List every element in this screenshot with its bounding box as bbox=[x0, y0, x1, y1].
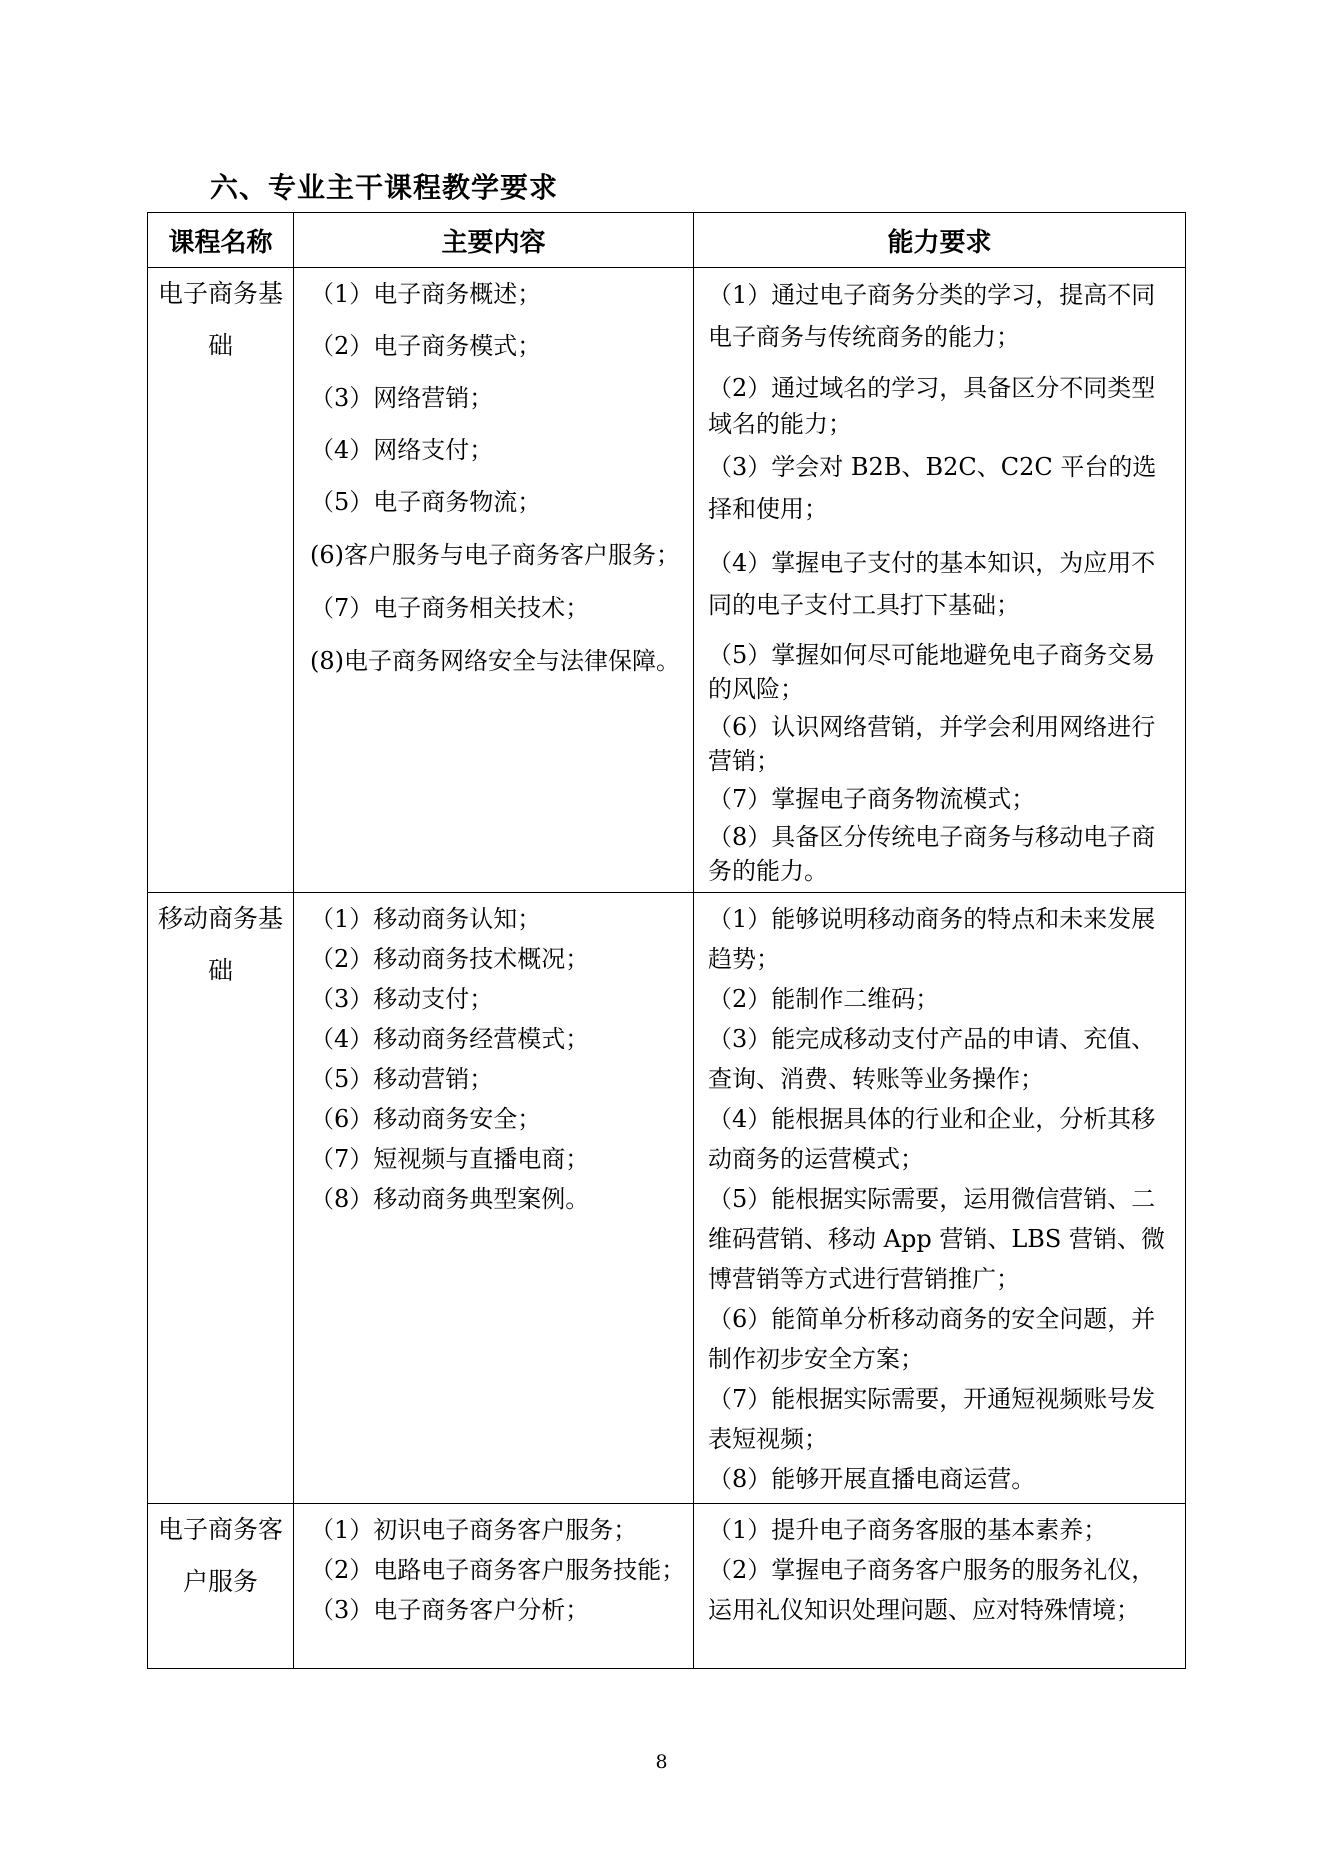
content-item: （2）电路电子商务客户服务技能； bbox=[310, 1556, 686, 1584]
content-item: （7）短视频与直播电商； bbox=[310, 1145, 590, 1173]
ability-item: （4）能根据具体的行业和企业，分析其移动商务的运营模式； bbox=[708, 1105, 1156, 1173]
section-heading: 六、专业主干课程教学要求 bbox=[210, 171, 559, 204]
ability-item: （5）掌握如何尽可能地避免电子商务交易的风险； bbox=[708, 641, 1156, 703]
content-item: （5）移动营销； bbox=[310, 1065, 494, 1093]
ability-item: （3）学会对 B2B、B2C、C2C 平台的选择和使用； bbox=[708, 453, 1157, 523]
content-item: （3）移动支付； bbox=[310, 985, 494, 1013]
content-item: （3）电子商务客户分析； bbox=[310, 1596, 590, 1624]
ability-item: （6）能简单分析移动商务的安全问题，并制作初步安全方案； bbox=[708, 1305, 1156, 1373]
course-name-cell: 电子商务客户服务 bbox=[148, 1504, 294, 1669]
table-row bbox=[148, 268, 1186, 893]
ability-item: （8）具备区分传统电子商务与移动电子商务的能力。 bbox=[708, 823, 1156, 885]
ability-item: （8）能够开展直播电商运营。 bbox=[708, 1465, 1036, 1493]
page-number: 8 bbox=[655, 1751, 668, 1773]
ability-item: （2）通过域名的学习，具备区分不同类型域名的能力； bbox=[708, 374, 1156, 438]
table-row bbox=[148, 1504, 1186, 1669]
course-name-cell: 电子商务基础 bbox=[148, 268, 294, 893]
ability-item: （7）掌握电子商务物流模式； bbox=[708, 785, 1036, 813]
ability-item: （3）能完成移动支付产品的申请、充值、查询、消费、转账等业务操作； bbox=[708, 1025, 1156, 1093]
content-item: （1）初识电子商务客户服务； bbox=[310, 1516, 638, 1544]
content-cell bbox=[294, 1504, 694, 1669]
ability-item: （5）能根据实际需要，运用微信营销、二维码营销、移动 App 营销、LBS 营销、微博营销等方式进行营销推广； bbox=[708, 1185, 1165, 1293]
header-main-content: 主要内容 bbox=[294, 213, 694, 268]
ability-item: （2）掌握电子商务客户服务的服务礼仪，运用礼仪知识处理问题、应对特殊情境； bbox=[708, 1556, 1156, 1624]
content-item: （8）移动商务典型案例。 bbox=[310, 1185, 590, 1213]
content-item: (8)电子商务网络安全与法律保障。 bbox=[310, 647, 680, 675]
content-item: （2）移动商务技术概况； bbox=[310, 945, 590, 973]
ability-item: （1）提升电子商务客服的基本素养； bbox=[708, 1516, 1108, 1544]
ability-item: （2）能制作二维码； bbox=[708, 985, 940, 1013]
content-item: （1）移动商务认知； bbox=[310, 905, 542, 933]
ability-item: （1）能够说明移动商务的特点和未来发展趋势； bbox=[708, 905, 1156, 973]
content-item: （7）电子商务相关技术； bbox=[310, 594, 590, 622]
content-item: （3）网络营销； bbox=[310, 384, 494, 412]
ability-cell bbox=[694, 268, 1186, 893]
content-item: (6)客户服务与电子商务客户服务； bbox=[310, 541, 680, 569]
table-row bbox=[148, 893, 1186, 1504]
content-item: （2）电子商务模式； bbox=[310, 332, 542, 360]
ability-item: （7）能根据实际需要，开通短视频账号发表短视频； bbox=[708, 1385, 1156, 1453]
content-item: （1）电子商务概述； bbox=[310, 280, 542, 308]
header-course-name: 课程名称 bbox=[148, 213, 294, 268]
content-item: （5）电子商务物流； bbox=[310, 488, 542, 516]
content-cell bbox=[294, 893, 694, 1504]
content-item: （6）移动商务安全； bbox=[310, 1105, 542, 1133]
header-ability-requirements: 能力要求 bbox=[694, 213, 1186, 268]
ability-cell bbox=[694, 1504, 1186, 1669]
ability-item: （4）掌握电子支付的基本知识，为应用不同的电子支付工具打下基础； bbox=[708, 549, 1156, 619]
table-header-row bbox=[148, 213, 1186, 268]
ability-item: （1）通过电子商务分类的学习，提高不同电子商务与传统商务的能力； bbox=[708, 281, 1156, 351]
ability-cell bbox=[694, 893, 1186, 1504]
ability-item: （6）认识网络营销，并学会利用网络进行营销； bbox=[708, 713, 1156, 775]
course-requirements-table bbox=[147, 212, 1186, 1669]
content-item: （4）网络支付； bbox=[310, 436, 494, 464]
course-name-cell: 移动商务基础 bbox=[148, 893, 294, 1504]
content-cell bbox=[294, 268, 694, 893]
content-item: （4）移动商务经营模式； bbox=[310, 1025, 590, 1053]
